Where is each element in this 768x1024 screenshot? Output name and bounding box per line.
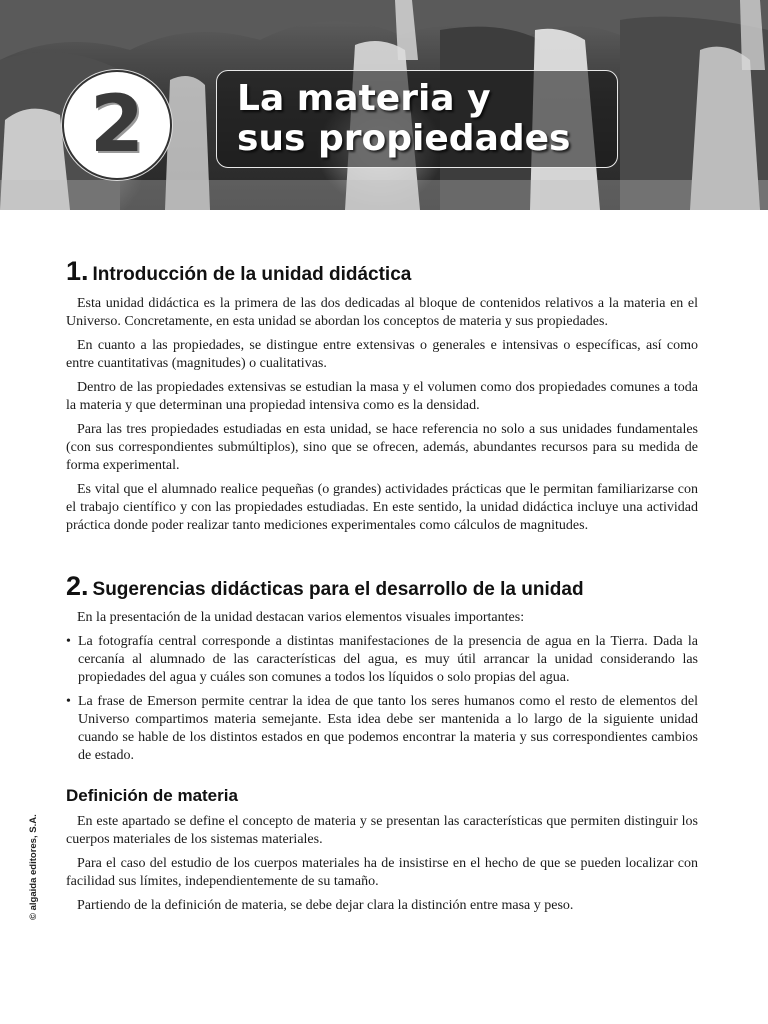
chapter-number-badge bbox=[62, 70, 172, 180]
chapter-number: 2 bbox=[89, 80, 145, 170]
header-banner-waterfall-photo bbox=[0, 0, 768, 210]
list-item-text: La frase de Emerson permite centrar la idea de que tanto los seres humanos como el resto de elementos del Universo compartimos materia semejante. Esta idea debe ser mantenida a lo largo de la siguiente unidad cuando se hable de los distintos estados en que podemos encontrar la materia y sus correspondientes cambios de estado. bbox=[78, 694, 698, 763]
list-item bbox=[66, 693, 698, 765]
chapter-title-line-1: La materia y bbox=[237, 78, 491, 119]
paragraph: Para las tres propiedades estudiadas en esta unidad, se hace referencia no solo a sus unidades fundamentales (con sus correspondientes submúltiplos), sino que se ofrecen, además, abundantes recursos para su medida de forma experimental. bbox=[66, 422, 698, 473]
paragraph: En este apartado se define el concepto de materia y se presentan las características que permiten distinguir los cuerpos materiales de los sistemas materiales. bbox=[66, 814, 698, 847]
paragraph: Para el caso del estudio de los cuerpos materiales ha de insistirse en el hecho de que se pueden localizar con facilidad sus límites, independientemente de su tamaño. bbox=[66, 856, 698, 889]
section-number: 1. bbox=[66, 256, 89, 286]
section-title: Introducción de la unidad didáctica bbox=[92, 264, 412, 285]
subsection-heading: Definición de materia bbox=[66, 786, 238, 805]
list-item-text: La fotografía central corresponde a distintas manifestaciones de la presencia de agua en la Tierra. Dada la cercanía al alumnado de las características del agua, es muy útil arrancar la unidad considerando las propiedades del agua y cuáles son comunes a todos los líquidos o solo propias del agua. bbox=[78, 634, 698, 685]
chapter-title-line-2: sus propiedades bbox=[237, 118, 571, 159]
paragraph: Dentro de las propiedades extensivas se estudian la masa y el volumen como dos propiedades comunes a toda la materia y que determinan una propiedad intensiva como es la densidad. bbox=[66, 380, 698, 413]
bullet-list bbox=[66, 633, 698, 765]
page-content bbox=[66, 256, 698, 915]
paragraph: Esta unidad didáctica es la primera de las dos dedicadas al bloque de contenidos relativos a la materia en el Universo. Concretamente, en esta unidad se abordan los conceptos de materia y sus propiedades. bbox=[66, 296, 698, 329]
chapter-title-box bbox=[216, 70, 618, 168]
paragraph: Partiendo de la definición de materia, se debe dejar clara la distinción entre masa y peso. bbox=[77, 898, 574, 913]
section-2-heading bbox=[66, 571, 698, 605]
bullet-marker: • bbox=[66, 634, 71, 649]
paragraph: Es vital que el alumnado realice pequeñas (o grandes) actividades prácticas que le permitan familiarizarse con el trabajo científico y con las propiedades estudiadas. En este sentido, la unidad didáctica incluye una actividad práctica donde poder realizar tanto mediciones experimentales como cálculos de magnitudes. bbox=[66, 482, 698, 533]
bullet-marker: • bbox=[66, 694, 71, 709]
section-number: 2. bbox=[66, 571, 89, 601]
section-title: Sugerencias didácticas para el desarrollo de la unidad bbox=[92, 579, 584, 600]
list-item bbox=[66, 633, 698, 687]
paragraph: En cuanto a las propiedades, se distingue entre extensivas o generales e intensivas o específicas, así como entre cuantitativas (magnitudes) o cualitativas. bbox=[66, 338, 698, 371]
section-1-heading bbox=[66, 256, 698, 290]
copyright-notice: © algaida editores, S.A. bbox=[28, 814, 39, 920]
paragraph: En la presentación de la unidad destacan varios elementos visuales importantes: bbox=[77, 610, 525, 625]
